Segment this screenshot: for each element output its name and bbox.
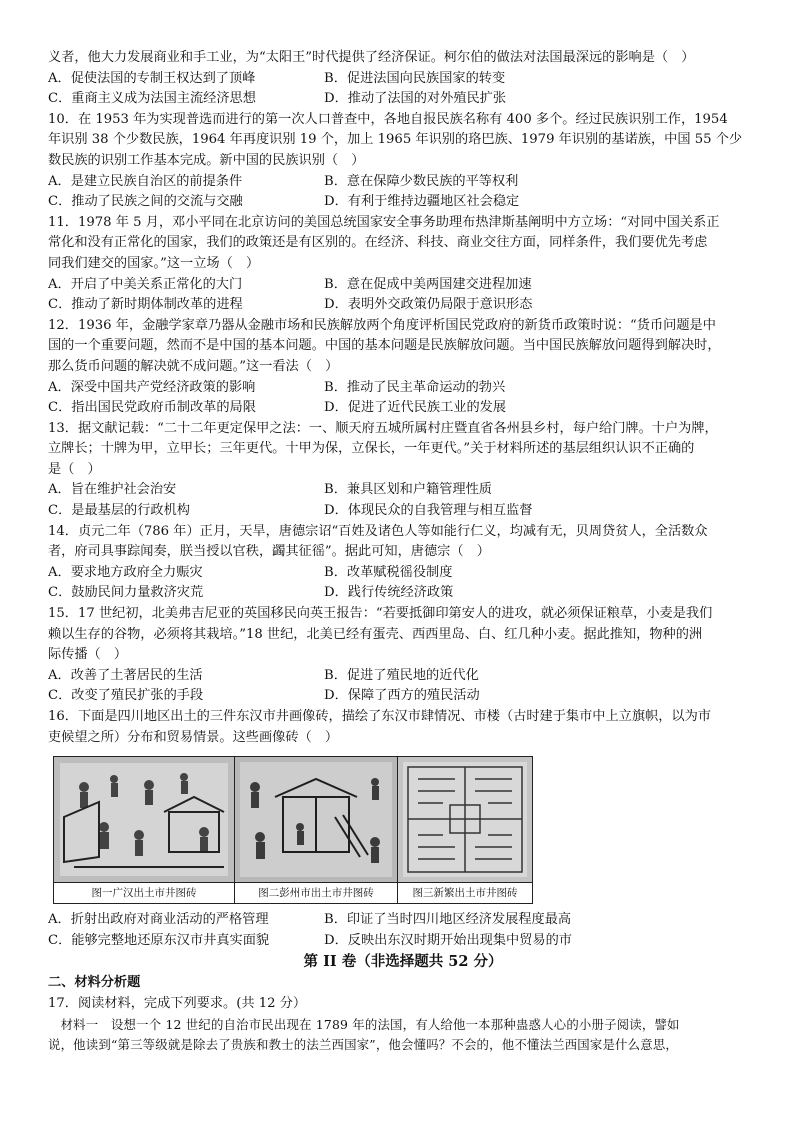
q16-option-c[interactable]: C．能够完整地还原东汉市井真实面貌 <box>48 932 270 948</box>
q11-stem-1: 11．1978 年 5 月，邓小平同在北京访问的美国总统国家安全事务助理布热津斯基阐明中方立场：“对同中国关系正 <box>48 214 720 230</box>
q11-stem-2: 常化和没有正常化的国家，我们的政策还是有区别的。在经济、科技、商业交往方面，同样条件，我们要优先考虑 <box>48 235 708 251</box>
brick-relief-1 <box>54 757 234 882</box>
q11-option-b[interactable]: B．意在促成中美两国建交进程加速 <box>324 276 532 292</box>
q10-option-b[interactable]: B．意在保障少数民族的平等权利 <box>324 173 519 189</box>
q11-options-row1 <box>48 275 758 296</box>
q15-option-d[interactable]: D．保障了西方的殖民活动 <box>324 688 480 704</box>
q14-options-row1 <box>48 563 758 584</box>
q10-stem-1: 10．在 1953 年为实现普选而进行的第一次人口普查中，各地自报民族名称有 400 多个。经过民族识别工作，1954 <box>48 111 728 127</box>
brick-caption-2: 图二彭州市出土市井图砖 <box>235 882 397 903</box>
q13-option-b[interactable]: B．兼具区划和户籍管理性质 <box>324 482 492 498</box>
q15-option-c[interactable]: C．改变了殖民扩张的手段 <box>48 688 204 704</box>
q16-options-row2 <box>48 931 758 952</box>
q16-option-d[interactable]: D．反映出东汉时期开始出现集中贸易的市 <box>324 932 572 948</box>
q12-option-b[interactable]: B．推动了民主革命运动的勃兴 <box>324 379 506 395</box>
q13-option-c[interactable]: C．是最基层的行政机构 <box>48 503 190 519</box>
q13-stem-3: 是（ ） <box>48 461 101 477</box>
q13-option-d[interactable]: D．体现民众的自我管理与相互监督 <box>324 503 533 519</box>
brick-relief-3 <box>398 757 532 882</box>
q11-option-c[interactable]: C．推动了新时期体制改革的进程 <box>48 297 243 313</box>
q11-option-d[interactable]: D．表明外交政策仍局限于意识形态 <box>324 297 533 313</box>
q17-material-line-1: 材料一 设想一个 12 世纪的自治市民出现在 1789 年的法国，有人给他一本那种蛊惑人心的小册子阅读，譬如 <box>48 1016 680 1032</box>
q14-option-b[interactable]: B．改革赋税徭役制度 <box>324 564 453 580</box>
q9-option-d[interactable]: D．推动了法国的对外殖民扩张 <box>324 91 507 107</box>
q12-option-d[interactable]: D．促进了近代民族工业的发展 <box>324 400 507 416</box>
exam-page <box>48 48 758 1055</box>
q16-stem-2: 吏候望之所）分布和贸易情景。这些画像砖（ ） <box>48 729 339 745</box>
q15-stem-2: 赖以生存的谷物，必须将其栽培。”18 世纪，北美已经有蛋壳、西西里岛、白、红几种小麦。据此推知，物种的洲 <box>48 626 703 642</box>
q10-stem-2: 年识别 38 个少数民族，1964 年再度识别 19 个，加上 1965 年识别的珞巴族、1979 年识别的基诺族，中国 55 个少 <box>48 132 743 148</box>
brick-relief-2 <box>235 757 397 882</box>
q13-stem-1: 13．据文献记载：“二十二年更定保甲之法：一、顺天府五城所属村庄暨直省各州县乡村，每户给门牌。十户为牌， <box>48 420 718 436</box>
q17-material-line-2: 说，他读到“第三等级就是除去了贵族和教士的法兰西国家”，他会懂吗？不会的，他不懂法兰西国家是什么意思， <box>48 1036 679 1052</box>
q12-options-row1 <box>48 378 758 399</box>
q14-option-c[interactable]: C．鼓励民间力量救济灾荒 <box>48 585 204 601</box>
q10-options-row2 <box>48 192 758 213</box>
brick-caption-1: 图一广汉出土市井图砖 <box>54 882 234 903</box>
q10-stem-3: 数民族的识别工作基本完成。新中国的民族识别（ ） <box>48 152 365 168</box>
q11-options-row2 <box>48 295 758 316</box>
q15-option-a[interactable]: A．改善了土著居民的生活 <box>48 667 203 683</box>
q15-options-row2 <box>48 686 758 707</box>
q16-option-a[interactable]: A．折射出政府对商业活动的严格管理 <box>48 912 269 928</box>
q16-options-row1 <box>48 910 758 931</box>
q9-options-row1 <box>48 69 758 90</box>
q14-options-row2 <box>48 583 758 604</box>
q12-stem-2: 国的一个重要问题，然而不是中国的基本问题。中国的基本问题是民族解放问题。当中国民族解放问题得到解决时， <box>48 338 721 354</box>
q15-stem-1: 15．17 世纪初，北美弗吉尼亚的英国移民向英王报告：“若要抵御印第安人的进攻，就必须保证粮草，小麦是我们 <box>48 606 713 622</box>
q9-stem-tail: 义者，他大力发展商业和手工业，为“太阳王”时代提供了经济保证。柯尔伯的做法对法国最深远的影响是（ ） <box>48 50 695 65</box>
q16-stem-1: 16．下面是四川地区出土的三件东汉市井画像砖，描绘了东汉市肆情况、市楼（古时建于集市中上立旗帜，以为市 <box>48 709 711 724</box>
q9-options-row2 <box>48 89 758 110</box>
q12-option-c[interactable]: C．指出国民党政府币制改革的局限 <box>48 400 256 416</box>
q15-stem-3: 际传播（ ） <box>48 647 128 663</box>
q13-options-row1 <box>48 480 758 501</box>
q9-option-b[interactable]: B．促进法国向民族国家的转变 <box>324 70 506 86</box>
q14-option-d[interactable]: D．践行传统经济政策 <box>324 585 454 601</box>
q14-stem-1: 14．贞元二年（786 年）正月，天旱，唐德宗诏“百姓及诸色人等如能行仁义，均减有无，贝周贷贫人，全活数众 <box>48 523 708 539</box>
q12-options-row2 <box>48 398 758 419</box>
q12-stem-1: 12．1936 年，金融学家章乃器从金融市场和民族解放两个角度评析国民党政府的新货币政策时说：“货币问题是中 <box>48 317 716 333</box>
q10-option-a[interactable]: A．是建立民族自治区的前提条件 <box>48 173 243 189</box>
q15-options-row1 <box>48 666 758 687</box>
q12-stem-3: 那么货币问题的解决就不成问题。”这一看法（ ） <box>48 358 339 374</box>
q11-stem-3: 同我们建交的国家。”这一立场（ ） <box>48 255 260 271</box>
q14-stem-2: 者，府司具事踪闻奏，朕当授以官秩，蠲其征徭”。据此可知，唐德宗（ ） <box>48 544 490 560</box>
brick-caption-3: 图三新繁出土市井图砖 <box>398 882 532 903</box>
q9-option-a[interactable]: A．促使法国的专制王权达到了顶峰 <box>48 70 256 86</box>
part2-heading: 二、材料分析题 <box>48 975 141 991</box>
brick-image-2 <box>235 757 398 903</box>
q14-option-a[interactable]: A．要求地方政府全力赈灾 <box>48 564 203 580</box>
q12-option-a[interactable]: A．深受中国共产党经济政策的影响 <box>48 379 256 395</box>
q15-option-b[interactable]: B．促进了殖民地的近代化 <box>324 667 479 683</box>
q13-stem-2: 立牌长；十牌为甲，立甲长；三年更代。十甲为保，立保长，一年更代。”关于材料所述的基层组织认识不正确的 <box>48 441 695 457</box>
q11-option-a[interactable]: A．开启了中美关系正常化的大门 <box>48 276 243 292</box>
q17-stem: 17．阅读材料，完成下列要求。(共 12 分） <box>48 995 307 1011</box>
brick-images-figure <box>53 756 533 904</box>
q10-options-row1 <box>48 172 758 193</box>
q10-option-d[interactable]: D．有利于维持边疆地区社会稳定 <box>324 194 520 210</box>
brick-image-1 <box>54 757 235 903</box>
q13-options-row2 <box>48 501 758 522</box>
q13-option-a[interactable]: A．旨在维护社会治安 <box>48 482 177 498</box>
q16-option-b[interactable]: B．印证了当时四川地区经济发展程度最高 <box>324 912 572 928</box>
q9-option-c[interactable]: C．重商主义成为法国主流经济思想 <box>48 91 256 107</box>
q10-option-c[interactable]: C．推动了民族之间的交流与交融 <box>48 194 243 210</box>
section-title: 第 II 卷（非选择题共 52 分） <box>303 953 503 971</box>
brick-image-3 <box>398 757 532 903</box>
